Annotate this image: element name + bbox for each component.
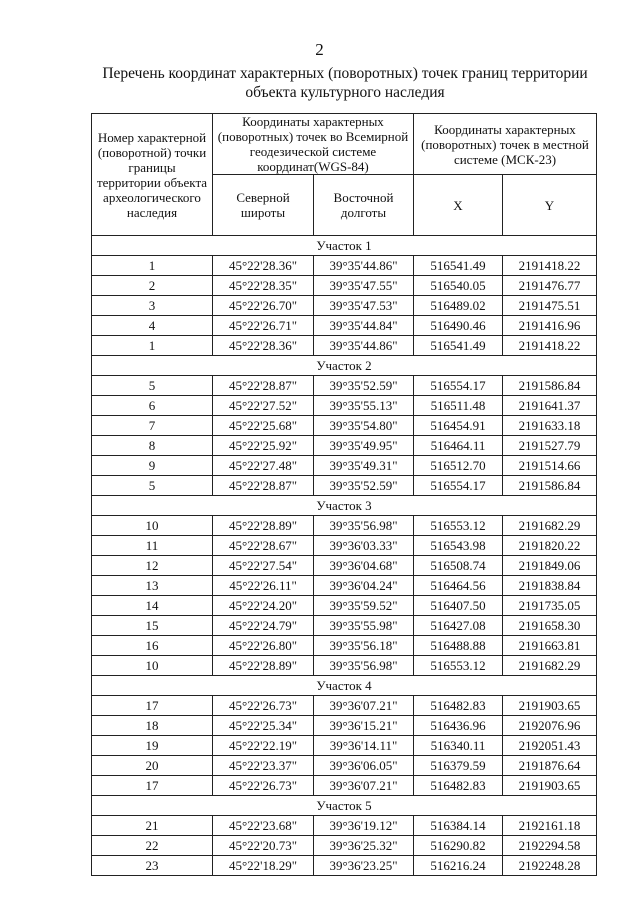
table-row xyxy=(92,256,597,276)
latitude-cell: 45°22'26.71" xyxy=(213,316,314,336)
longitude-cell: 39°36'19.12" xyxy=(314,816,414,836)
y-coordinate-cell: 2191682.29 xyxy=(503,656,597,676)
y-coordinate-cell: 2191903.65 xyxy=(503,696,597,716)
latitude-cell: 45°22'28.36" xyxy=(213,256,314,276)
x-coordinate-cell: 516540.05 xyxy=(414,276,503,296)
table-row xyxy=(92,436,597,456)
y-coordinate-cell: 2192161.18 xyxy=(503,816,597,836)
point-number-cell: 5 xyxy=(92,476,213,496)
table-row xyxy=(92,476,597,496)
latitude-cell: 45°22'28.67" xyxy=(213,536,314,556)
header-point-number: Номер характерной (поворотной) точки границы территории объекта археологического наследия xyxy=(92,114,213,236)
x-coordinate-cell: 516384.14 xyxy=(414,816,503,836)
latitude-cell: 45°22'27.54" xyxy=(213,556,314,576)
point-number-cell: 22 xyxy=(92,836,213,856)
x-coordinate-cell: 516464.11 xyxy=(414,436,503,456)
point-number-cell: 7 xyxy=(92,416,213,436)
table-row xyxy=(92,536,597,556)
y-coordinate-cell: 2191514.66 xyxy=(503,456,597,476)
longitude-cell: 39°36'03.33" xyxy=(314,536,414,556)
latitude-cell: 45°22'20.73" xyxy=(213,836,314,856)
point-number-cell: 8 xyxy=(92,436,213,456)
longitude-cell: 39°36'06.05" xyxy=(314,756,414,776)
section-title: Участок 4 xyxy=(92,676,597,696)
table-row xyxy=(92,396,597,416)
section-row xyxy=(92,356,597,376)
table-row xyxy=(92,516,597,536)
point-number-cell: 16 xyxy=(92,636,213,656)
y-coordinate-cell: 2191418.22 xyxy=(503,336,597,356)
latitude-cell: 45°22'27.48" xyxy=(213,456,314,476)
table-row xyxy=(92,316,597,336)
latitude-cell: 45°22'23.68" xyxy=(213,816,314,836)
x-coordinate-cell: 516436.96 xyxy=(414,716,503,736)
table-row xyxy=(92,596,597,616)
latitude-cell: 45°22'18.29" xyxy=(213,856,314,876)
x-coordinate-cell: 516216.24 xyxy=(414,856,503,876)
point-number-cell: 2 xyxy=(92,276,213,296)
x-coordinate-cell: 516541.49 xyxy=(414,256,503,276)
latitude-cell: 45°22'26.73" xyxy=(213,696,314,716)
x-coordinate-cell: 516554.17 xyxy=(414,376,503,396)
latitude-cell: 45°22'25.92" xyxy=(213,436,314,456)
y-coordinate-cell: 2192294.58 xyxy=(503,836,597,856)
x-coordinate-cell: 516482.83 xyxy=(414,776,503,796)
longitude-cell: 39°35'56.98" xyxy=(314,656,414,676)
point-number-cell: 3 xyxy=(92,296,213,316)
x-coordinate-cell: 516340.11 xyxy=(414,736,503,756)
table-row xyxy=(92,756,597,776)
y-coordinate-cell: 2192051.43 xyxy=(503,736,597,756)
longitude-cell: 39°35'44.84" xyxy=(314,316,414,336)
x-coordinate-cell: 516541.49 xyxy=(414,336,503,356)
point-number-cell: 4 xyxy=(92,316,213,336)
x-coordinate-cell: 516454.91 xyxy=(414,416,503,436)
coordinates-table xyxy=(91,113,597,876)
document-title-line-1: Перечень координат характерных (поворотных) точек границ территории xyxy=(102,65,588,82)
section-row xyxy=(92,496,597,516)
x-coordinate-cell: 516554.17 xyxy=(414,476,503,496)
longitude-cell: 39°35'44.86" xyxy=(314,256,414,276)
table-row xyxy=(92,576,597,596)
longitude-cell: 39°36'14.11" xyxy=(314,736,414,756)
point-number-cell: 21 xyxy=(92,816,213,836)
point-number-cell: 11 xyxy=(92,536,213,556)
latitude-cell: 45°22'26.70" xyxy=(213,296,314,316)
latitude-cell: 45°22'26.80" xyxy=(213,636,314,656)
longitude-cell: 39°36'04.24" xyxy=(314,576,414,596)
point-number-cell: 19 xyxy=(92,736,213,756)
point-number-cell: 14 xyxy=(92,596,213,616)
point-number-cell: 5 xyxy=(92,376,213,396)
longitude-cell: 39°35'55.98" xyxy=(314,616,414,636)
y-coordinate-cell: 2191586.84 xyxy=(503,476,597,496)
longitude-cell: 39°35'59.52" xyxy=(314,596,414,616)
point-number-cell: 12 xyxy=(92,556,213,576)
longitude-cell: 39°35'52.59" xyxy=(314,376,414,396)
point-number-cell: 17 xyxy=(92,696,213,716)
longitude-cell: 39°35'49.31" xyxy=(314,456,414,476)
point-number-cell: 6 xyxy=(92,396,213,416)
point-number-cell: 1 xyxy=(92,336,213,356)
latitude-cell: 45°22'24.79" xyxy=(213,616,314,636)
longitude-cell: 39°35'44.86" xyxy=(314,336,414,356)
section-row xyxy=(92,796,597,816)
table-row xyxy=(92,636,597,656)
header-east-longitude: Восточной долготы xyxy=(314,175,414,236)
longitude-cell: 39°35'56.18" xyxy=(314,636,414,656)
table-row xyxy=(92,556,597,576)
table-row xyxy=(92,716,597,736)
longitude-cell: 39°36'07.21" xyxy=(314,696,414,716)
y-coordinate-cell: 2191418.22 xyxy=(503,256,597,276)
point-number-cell: 18 xyxy=(92,716,213,736)
table-row xyxy=(92,776,597,796)
longitude-cell: 39°36'23.25" xyxy=(314,856,414,876)
latitude-cell: 45°22'28.36" xyxy=(213,336,314,356)
latitude-cell: 45°22'28.89" xyxy=(213,516,314,536)
y-coordinate-cell: 2191876.64 xyxy=(503,756,597,776)
latitude-cell: 45°22'25.34" xyxy=(213,716,314,736)
x-coordinate-cell: 516290.82 xyxy=(414,836,503,856)
longitude-cell: 39°36'04.68" xyxy=(314,556,414,576)
latitude-cell: 45°22'25.68" xyxy=(213,416,314,436)
longitude-cell: 39°35'55.13" xyxy=(314,396,414,416)
document-title-line-2: объекта культурного наследия xyxy=(245,84,445,101)
point-number-cell: 10 xyxy=(92,516,213,536)
y-coordinate-cell: 2192248.28 xyxy=(503,856,597,876)
x-coordinate-cell: 516379.59 xyxy=(414,756,503,776)
table-row xyxy=(92,456,597,476)
y-coordinate-cell: 2191586.84 xyxy=(503,376,597,396)
y-coordinate-cell: 2191416.96 xyxy=(503,316,597,336)
table-row xyxy=(92,656,597,676)
point-number-cell: 10 xyxy=(92,656,213,676)
y-coordinate-cell: 2191641.37 xyxy=(503,396,597,416)
x-coordinate-cell: 516490.46 xyxy=(414,316,503,336)
y-coordinate-cell: 2191903.65 xyxy=(503,776,597,796)
point-number-cell: 9 xyxy=(92,456,213,476)
table-row xyxy=(92,856,597,876)
x-coordinate-cell: 516407.50 xyxy=(414,596,503,616)
latitude-cell: 45°22'28.35" xyxy=(213,276,314,296)
section-title: Участок 3 xyxy=(92,496,597,516)
y-coordinate-cell: 2191663.81 xyxy=(503,636,597,656)
y-coordinate-cell: 2191527.79 xyxy=(503,436,597,456)
longitude-cell: 39°35'47.53" xyxy=(314,296,414,316)
y-coordinate-cell: 2191838.84 xyxy=(503,576,597,596)
y-coordinate-cell: 2191849.06 xyxy=(503,556,597,576)
y-coordinate-cell: 2191475.51 xyxy=(503,296,597,316)
y-coordinate-cell: 2191682.29 xyxy=(503,516,597,536)
x-coordinate-cell: 516508.74 xyxy=(414,556,503,576)
y-coordinate-cell: 2191820.22 xyxy=(503,536,597,556)
y-coordinate-cell: 2191476.77 xyxy=(503,276,597,296)
table-row xyxy=(92,296,597,316)
latitude-cell: 45°22'28.87" xyxy=(213,376,314,396)
header-local-coordinates: Координаты характерных (поворотных) точек в местной системе (МСК-23) xyxy=(414,114,597,175)
y-coordinate-cell: 2191633.18 xyxy=(503,416,597,436)
header-wgs84-coordinates: Координаты характерных (поворотных) точек во Всемирной геодезической системе координат(WGS-84) xyxy=(213,114,414,175)
y-coordinate-cell: 2191735.05 xyxy=(503,596,597,616)
x-coordinate-cell: 516512.70 xyxy=(414,456,503,476)
point-number-cell: 13 xyxy=(92,576,213,596)
table-row xyxy=(92,276,597,296)
header-x: X xyxy=(414,175,503,236)
latitude-cell: 45°22'24.20" xyxy=(213,596,314,616)
y-coordinate-cell: 2191658.30 xyxy=(503,616,597,636)
latitude-cell: 45°22'28.87" xyxy=(213,476,314,496)
x-coordinate-cell: 516464.56 xyxy=(414,576,503,596)
latitude-cell: 45°22'23.37" xyxy=(213,756,314,776)
longitude-cell: 39°36'07.21" xyxy=(314,776,414,796)
table-row xyxy=(92,696,597,716)
latitude-cell: 45°22'26.73" xyxy=(213,776,314,796)
section-title: Участок 1 xyxy=(92,236,597,256)
table-row xyxy=(92,616,597,636)
x-coordinate-cell: 516511.48 xyxy=(414,396,503,416)
x-coordinate-cell: 516553.12 xyxy=(414,656,503,676)
longitude-cell: 39°35'47.55" xyxy=(314,276,414,296)
x-coordinate-cell: 516427.08 xyxy=(414,616,503,636)
point-number-cell: 15 xyxy=(92,616,213,636)
x-coordinate-cell: 516482.83 xyxy=(414,696,503,716)
point-number-cell: 23 xyxy=(92,856,213,876)
longitude-cell: 39°35'49.95" xyxy=(314,436,414,456)
table-row xyxy=(92,376,597,396)
latitude-cell: 45°22'28.89" xyxy=(213,656,314,676)
longitude-cell: 39°35'52.59" xyxy=(314,476,414,496)
header-north-latitude: Северной широты xyxy=(213,175,314,236)
latitude-cell: 45°22'26.11" xyxy=(213,576,314,596)
table-body xyxy=(92,236,597,876)
longitude-cell: 39°35'56.98" xyxy=(314,516,414,536)
y-coordinate-cell: 2192076.96 xyxy=(503,716,597,736)
longitude-cell: 39°36'15.21" xyxy=(314,716,414,736)
x-coordinate-cell: 516553.12 xyxy=(414,516,503,536)
table-row xyxy=(92,336,597,356)
table-header xyxy=(92,114,597,236)
point-number-cell: 17 xyxy=(92,776,213,796)
longitude-cell: 39°36'25.32" xyxy=(314,836,414,856)
latitude-cell: 45°22'22.19" xyxy=(213,736,314,756)
section-row xyxy=(92,676,597,696)
section-title: Участок 2 xyxy=(92,356,597,376)
page-number: 2 xyxy=(315,40,324,59)
table-row xyxy=(92,836,597,856)
table-row xyxy=(92,816,597,836)
x-coordinate-cell: 516488.88 xyxy=(414,636,503,656)
x-coordinate-cell: 516489.02 xyxy=(414,296,503,316)
section-title: Участок 5 xyxy=(92,796,597,816)
x-coordinate-cell: 516543.98 xyxy=(414,536,503,556)
section-row xyxy=(92,236,597,256)
point-number-cell: 1 xyxy=(92,256,213,276)
document-title xyxy=(60,64,630,102)
latitude-cell: 45°22'27.52" xyxy=(213,396,314,416)
point-number-cell: 20 xyxy=(92,756,213,776)
table-row xyxy=(92,416,597,436)
table-row xyxy=(92,736,597,756)
longitude-cell: 39°35'54.80" xyxy=(314,416,414,436)
header-y: Y xyxy=(503,175,597,236)
